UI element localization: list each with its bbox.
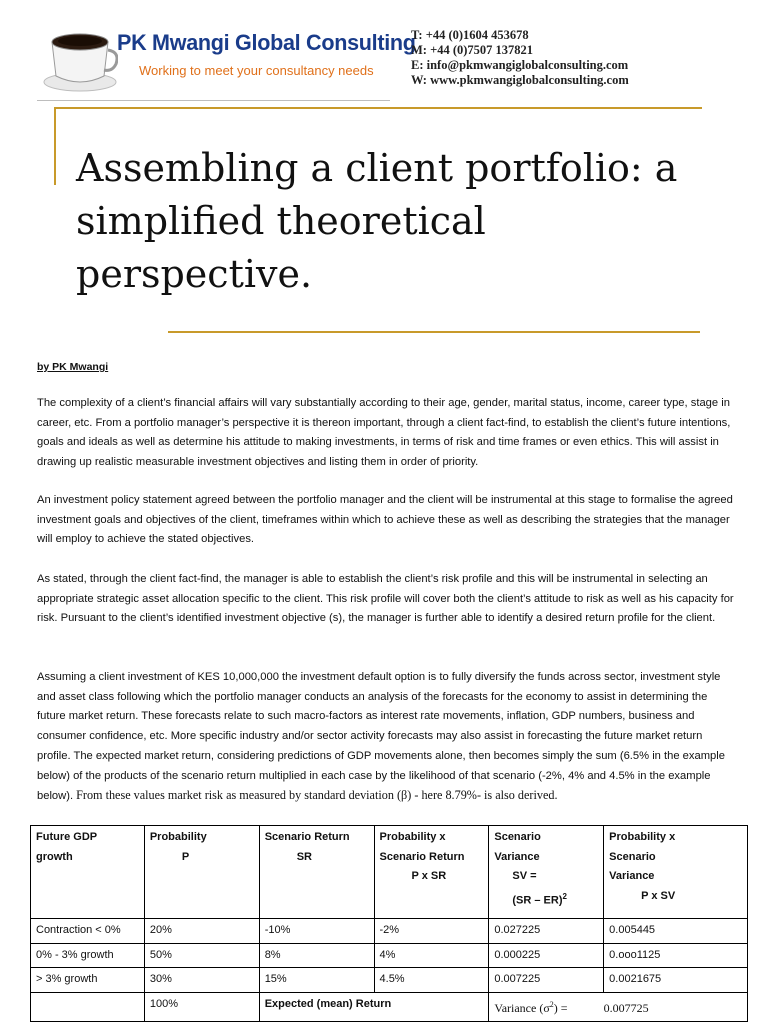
table-cell: 0.ooo1125 — [604, 943, 748, 968]
table-cell: 15% — [259, 968, 374, 993]
coffee-cup-icon — [42, 24, 118, 94]
paragraph: The complexity of a client’s financial affairs will vary substantially according to their age, gender, marital status, income, career type, stage in career, etc. From a portfolio manager’s perspective it is thereon important, through a client fact-find, to establish the client’s future intentions, goals and ideals as well as determine his attitude to making investments, in terms of risk and time frames or even ethics. This will assist in drawing up realistic measurable investment objectives and listing them in order of priority. — [37, 397, 731, 469]
paragraph-risk-text: From these values market risk as measured by standard deviation (β) - here 8.79%- is also derived. — [73, 788, 558, 803]
table-row — [31, 919, 748, 944]
title-line: perspective. — [76, 252, 313, 296]
table-cell — [31, 993, 145, 1022]
table-cell: 8% — [259, 943, 374, 968]
paragraph: As stated, through the client fact-find, the manager is able to establish the client’s risk profile and this will be instrumental in selecting an appropriate strategic asset allocation specific to the client. This risk profile will cover both the client’s attitude to risk as well as his capacity for risk. Pursuant to the client’s identified investment objective (s), the manager is further able to identify a desired return profile for the client. — [37, 573, 734, 625]
title-line: Assembling a client portfolio: a — [76, 146, 678, 190]
header-prob-x-return: Probability x Scenario Return P x SR — [374, 826, 489, 919]
header-scenario-return: Scenario Return SR — [259, 826, 374, 919]
variance-summary: Variance $(\sigma^2) = 0.007725$ — [489, 993, 748, 1022]
paragraph-main-text: Assuming a client investment of KES 10,000,000 the investment default option is to fully diversify the funds across sector, investment style and asset class following which the portfolio manager conducts an analysis of the forecasts for the economy to assist in determining the future market return. These forecasts relate to such macro-factors as interest rate movements, inflation, GDP numbers, business and consumer confidence, etc. More specific industry and/or sector activity forecasts may also assist in forecasting the future market return profile. The expected market return, considering predictions of GDP movements alone, then becomes simply the sum (6.5% in the example below) of the products of the scenario return multiplied in each case by the likelihood of that scenario (-2%, 4% and 4.5% in the example below). — [37, 671, 725, 803]
contact-phone: T: +44 (0)1604 453678 — [411, 28, 529, 42]
variance-label: Variance (σ — [494, 1001, 550, 1016]
table-cell: -2% — [374, 919, 489, 944]
author-byline: by PK Mwangi — [37, 361, 109, 373]
document-title — [76, 142, 736, 301]
scenario-table — [30, 825, 748, 1022]
table-row — [31, 968, 748, 993]
title-bottom-rule — [168, 331, 700, 333]
paragraph: An investment policy statement agreed between the portfolio manager and the client will be instrumental at this stage to formalise the agreed investment goals and objectives of the client, timeframes within which to achieve these as well as describing the strategies that the manager will employ to achieve the stated objectives. — [37, 494, 733, 546]
table-cell: -10% — [259, 919, 374, 944]
title-top-rule — [54, 107, 702, 109]
table-cell: 4.5% — [374, 968, 489, 993]
table-cell: 50% — [144, 943, 259, 968]
table-cell: > 3% growth — [31, 968, 145, 993]
contact-email: E: info@pkmwangiglobalconsulting.com — [411, 58, 629, 72]
company-tagline: Working to meet your consultancy needs — [139, 63, 374, 78]
table-cell: 20% — [144, 919, 259, 944]
table-cell: 0.027225 — [489, 919, 604, 944]
header-scenario-variance: Scenario Variance SV = (SR – ER)$^2$ — [489, 826, 604, 919]
table-cell: 0.005445 — [604, 919, 748, 944]
table-row — [31, 943, 748, 968]
table-cell: 4% — [374, 943, 489, 968]
header-probability: Probability P — [144, 826, 259, 919]
table-footer-row — [31, 993, 748, 1022]
title-left-rule — [54, 107, 56, 185]
paragraph — [37, 668, 737, 807]
table-cell: 0.000225 — [489, 943, 604, 968]
probability-total: 100% — [144, 993, 259, 1022]
table-cell: 30% — [144, 968, 259, 993]
company-name: PK Mwangi Global Consulting — [117, 30, 416, 55]
header-gdp-growth: Future GDP growth — [31, 826, 145, 919]
table-header-row — [31, 826, 748, 919]
table-cell: 0.007225 — [489, 968, 604, 993]
company-logo-block — [37, 18, 416, 101]
contact-mobile: M: +44 (0)7507 137821 — [411, 43, 534, 57]
variance-value: 0.007725 — [603, 1001, 649, 1016]
expected-return-label: Expected (mean) Return — [259, 993, 489, 1022]
header-prob-x-variance: Probability x Scenario Variance P x SV — [604, 826, 748, 919]
title-line: simplified theoretical — [76, 199, 486, 243]
contact-details — [411, 28, 629, 88]
contact-website: W: www.pkmwangiglobalconsulting.com — [411, 73, 629, 87]
table-cell: 0% - 3% growth — [31, 943, 145, 968]
table-cell: 0.0021675 — [604, 968, 748, 993]
table-cell: Contraction < 0% — [31, 919, 145, 944]
